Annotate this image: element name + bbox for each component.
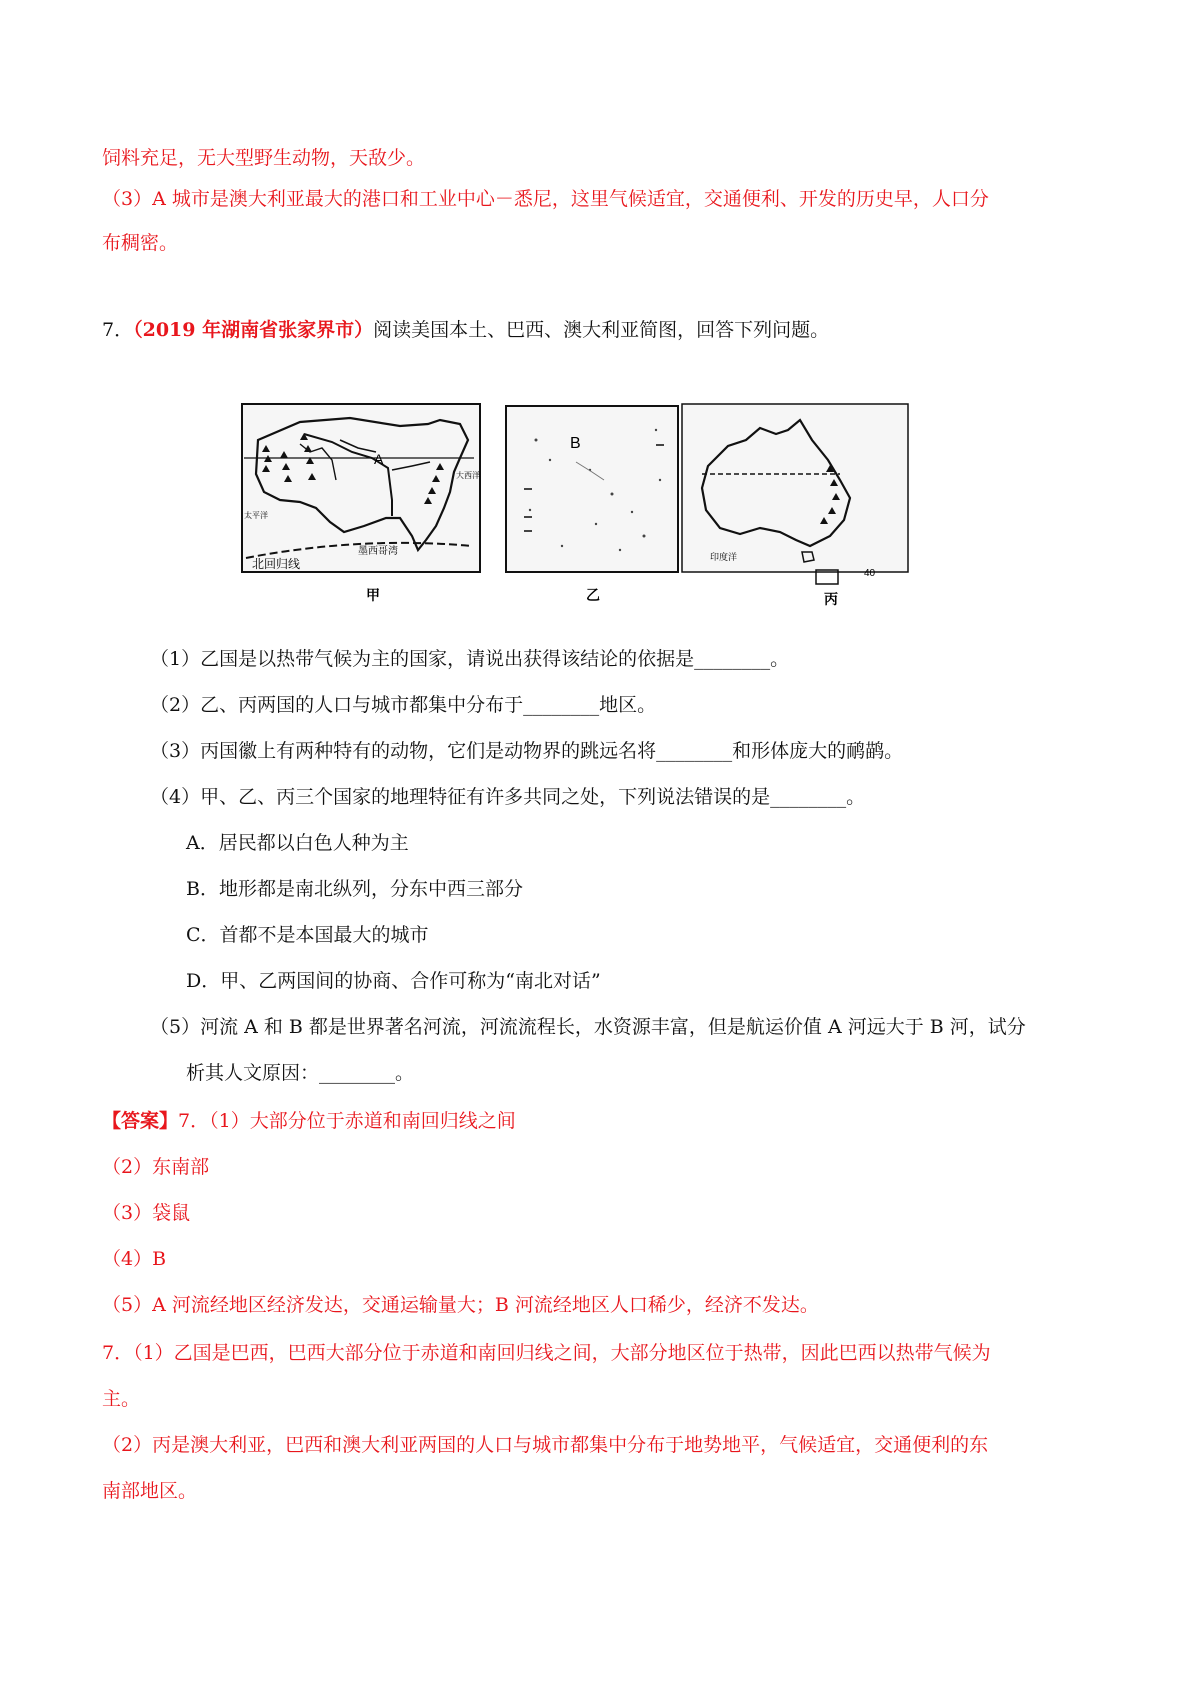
map-label-bing: 丙 [824, 592, 838, 608]
sub-question-3: （3）丙国徽上有两种特有的动物，它们是动物界的跳远名将________和形体庞大的鸸鹋。 [150, 740, 904, 762]
question-source: （2019 年湖南省张家界市） [133, 319, 374, 341]
brazil-river-label-b: B [570, 435, 581, 452]
atlantic-label: 大西洋 [456, 471, 480, 480]
usa-river-label-a: A [374, 451, 384, 467]
map-image [240, 400, 950, 614]
option-b: B．地形都是南北纵列，分东中西三部分 [186, 878, 523, 900]
option-d: D．甲、乙两国间的协商、合作可称为“南北对话” [186, 970, 601, 992]
question-number: 7． [102, 319, 134, 341]
option-c: C．首都不是本国最大的城市 [186, 924, 429, 946]
explanation-2-cont: 南部地区。 [102, 1480, 198, 1502]
sub-question-2: （2）乙、丙两国的人口与城市都集中分布于________地区。 [150, 694, 657, 716]
answer-3-line-end: 布稠密。 [102, 232, 179, 254]
map-panel-frame-bing [682, 404, 908, 572]
map-figure [240, 400, 950, 614]
question-text: 阅读美国本土、巴西、澳大利亚简图，回答下列问题。 [373, 319, 830, 341]
tropic-label: 北回归线 [252, 557, 301, 571]
option-a: A．居民都以白色人种为主 [186, 832, 409, 854]
question-stem [102, 317, 829, 343]
answer-2: （2）东南部 [102, 1156, 210, 1178]
map-label-jia: 甲 [366, 588, 380, 604]
indian-ocean-label: 印度洋 [710, 553, 738, 563]
map-label-yi: 乙 [586, 588, 600, 604]
explanation-1-cont: 主。 [102, 1388, 141, 1410]
answer-1: 7．（1）大部分位于赤道和南回归线之间 [178, 1110, 516, 1132]
answer-line-1 [102, 1108, 516, 1134]
gulf-label: 墨西哥湾 [358, 546, 398, 557]
answer-label: 【答案】 [102, 1110, 179, 1132]
answer-continuation-line: 饲料充足，无大型野生动物，天敌少。 [102, 147, 426, 169]
australia-40-label: 40 [864, 568, 876, 579]
pacific-label: 太平洋 [244, 511, 268, 520]
sub-question-5: （5）河流 A 和 B 都是世界著名河流，河流流程长，水资源丰富，但是航运价值 A 河远大于 B 河，试分 [150, 1016, 1026, 1038]
sub-question-1: （1）乙国是以热带气候为主的国家，请说出获得该结论的依据是________。 [150, 648, 790, 670]
explanation-2: （2）丙是澳大利亚，巴西和澳大利亚两国的人口与城市都集中分布于地势地平，气候适宜，交通便利的东 [102, 1434, 989, 1456]
answer-5: （5）A 河流经地区经济发达，交通运输量大；B 河流经地区人口稀少，经济不发达。 [102, 1294, 819, 1316]
answer-3-line: （3）A 城市是澳大利亚最大的港口和工业中心－悉尼，这里气候适宜，交通便利、开发的历史早，人口分 [102, 188, 989, 210]
answer-3: （3）袋鼠 [102, 1202, 191, 1224]
answer-4: （4）B [102, 1248, 167, 1270]
sub-question-5-cont: 析其人文原因：________。 [186, 1062, 415, 1084]
sub-question-4: （4）甲、乙、丙三个国家的地理特征有许多共同之处，下列说法错误的是________。 [150, 786, 866, 808]
explanation-1: 7．（1）乙国是巴西，巴西大部分位于赤道和南回归线之间，大部分地区位于热带，因此巴西以热带气候为 [102, 1342, 991, 1364]
